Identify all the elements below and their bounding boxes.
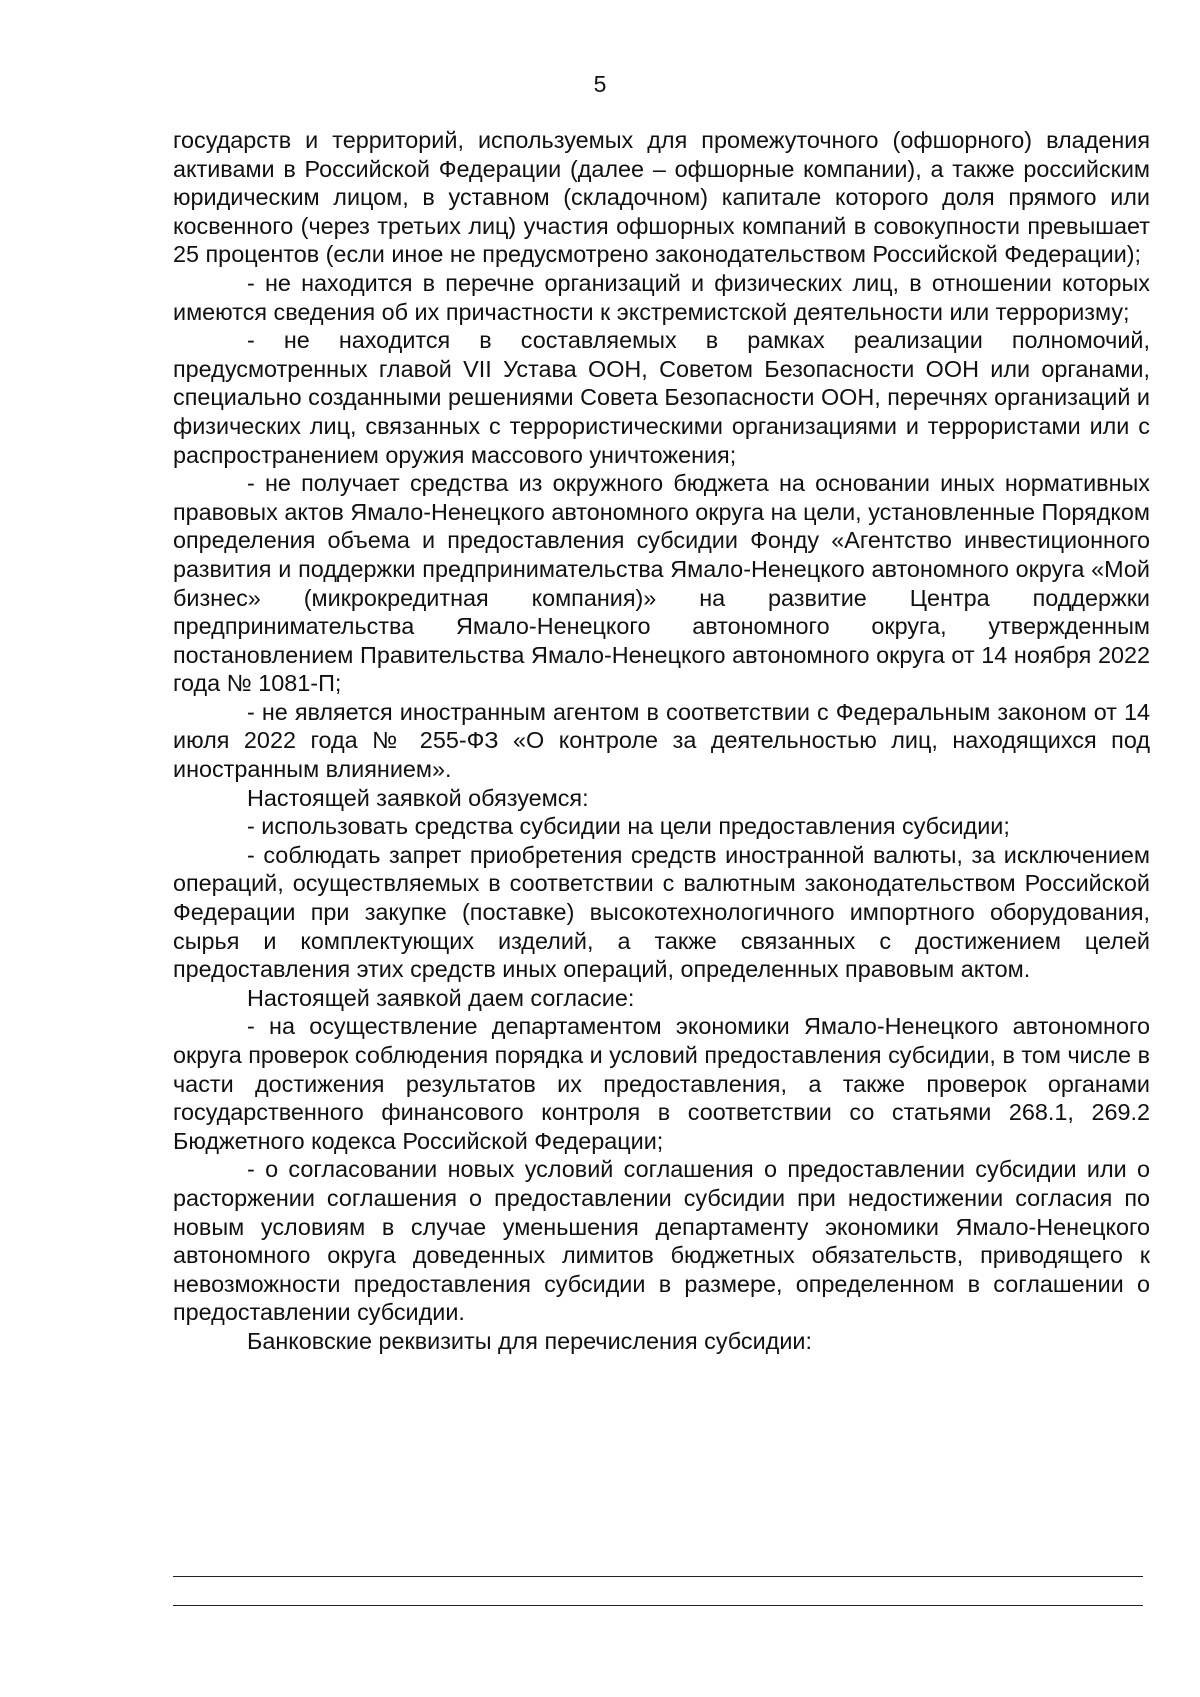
paragraph-not-foreign-agent: - не является иностранным агентом в соответствии с Федеральным законом от 14 июля 2022 года № 255-ФЗ «О контроле за деятельностью лиц, находящихся под иностранным влиянием». xyxy=(173,698,1150,783)
paragraph-obligations-heading: Настоящей заявкой обязуемся: xyxy=(247,784,589,811)
paragraph-currency-ban: - соблюдать запрет приобретения средств иностранной валюты, за исключением операций, осуществляемых в соответствии с валютным законодательством Российской Федерации при закупке (поставке) высокотехнологичного импортного оборудования, сырья и комплектующих изделий, а также связанных с достижением целей предоставления этих средств иных операций, определенных правовым актом. xyxy=(173,841,1150,983)
bank-details-blank-line xyxy=(173,1576,1143,1577)
bank-details-blank-line xyxy=(173,1605,1143,1606)
paragraph-extremism-list: - не находится в перечне организаций и физических лиц, в отношении которых имеются сведения об их причастности к экстремистской деятельности или терроризму; xyxy=(173,269,1150,325)
paragraph-agreement-terms-consent: - о согласовании новых условий соглашения о предоставлении субсидии или о расторжении соглашения о предоставлении субсидии при недостижении согласия по новым условиям в случае уменьшения департаменту экономики Ямало-Ненецкого автономного округа доведенных лимитов бюджетных обязательств, приводящего к невозможности предоставления субсидии в размере, определенном в соглашении о предоставлении субсидии. xyxy=(173,1156,1150,1326)
document-body xyxy=(173,126,1150,1356)
paragraph-un-sanctions-list: - не находится в составляемых в рамках реализации полномочий, предусмотренных главой VII Устава ООН, Советом Безопасности ООН или органами, специально созданными решениями Совета Безопасности ООН, перечнях организаций и физических лиц, связанных с террористическими организациями и террористами или с распространением оружия массового уничтожения; xyxy=(173,327,1150,468)
paragraph-bank-details: Банковские реквизиты для перечисления субсидии: xyxy=(247,1327,812,1354)
page-number: 5 xyxy=(593,71,607,97)
paragraph-inspection-consent: - на осуществление департаментом экономики Ямало-Ненецкого автономного округа проверок соблюдения порядка и условий предоставления субсидии, в том числе в части достижения результатов их предоставления, а также проверок органами государственного финансового контроля в соответствии со статьями 268.1, 269.2 Бюджетного кодекса Российской Федерации; xyxy=(173,1013,1150,1154)
paragraph-no-other-budget-funds: - не получает средства из окружного бюджета на основании иных нормативных правовых актов Ямало-Ненецкого автономного округа на цели, установленные Порядком определения объема и предоставления субсидии Фонду «Агентство инвестиционного развития и поддержки предпринимательства Ямало-Ненецкого автономного округа «Мой бизнес» (микрокредитная компания)» на развитие Центра поддержки предпринимательства Ямало-Ненецкого автономного округа, утвержденным постановлением Правительства Ямало-Ненецкого автономного округа от 14 ноября 2022 года № 1081-П; xyxy=(173,470,1150,697)
paragraph-consent-heading: Настоящей заявкой даем согласие: xyxy=(247,984,635,1011)
paragraph-use-subsidy: - использовать средства субсидии на цели предоставления субсидии; xyxy=(247,813,1010,840)
paragraph-offshore-continuation: государств и территорий, используемых для промежуточного (офшорного) владения активами в Российской Федерации (далее – офшорные компании), а также российским юридическим лицом, в уставном (складочном) капитале которого доля прямого или косвенного (через третьих лиц) участия офшорных компаний в совокупности превышает 25 процентов (если иное не предусмотрено законодательством Российской Федерации); xyxy=(173,127,1150,268)
